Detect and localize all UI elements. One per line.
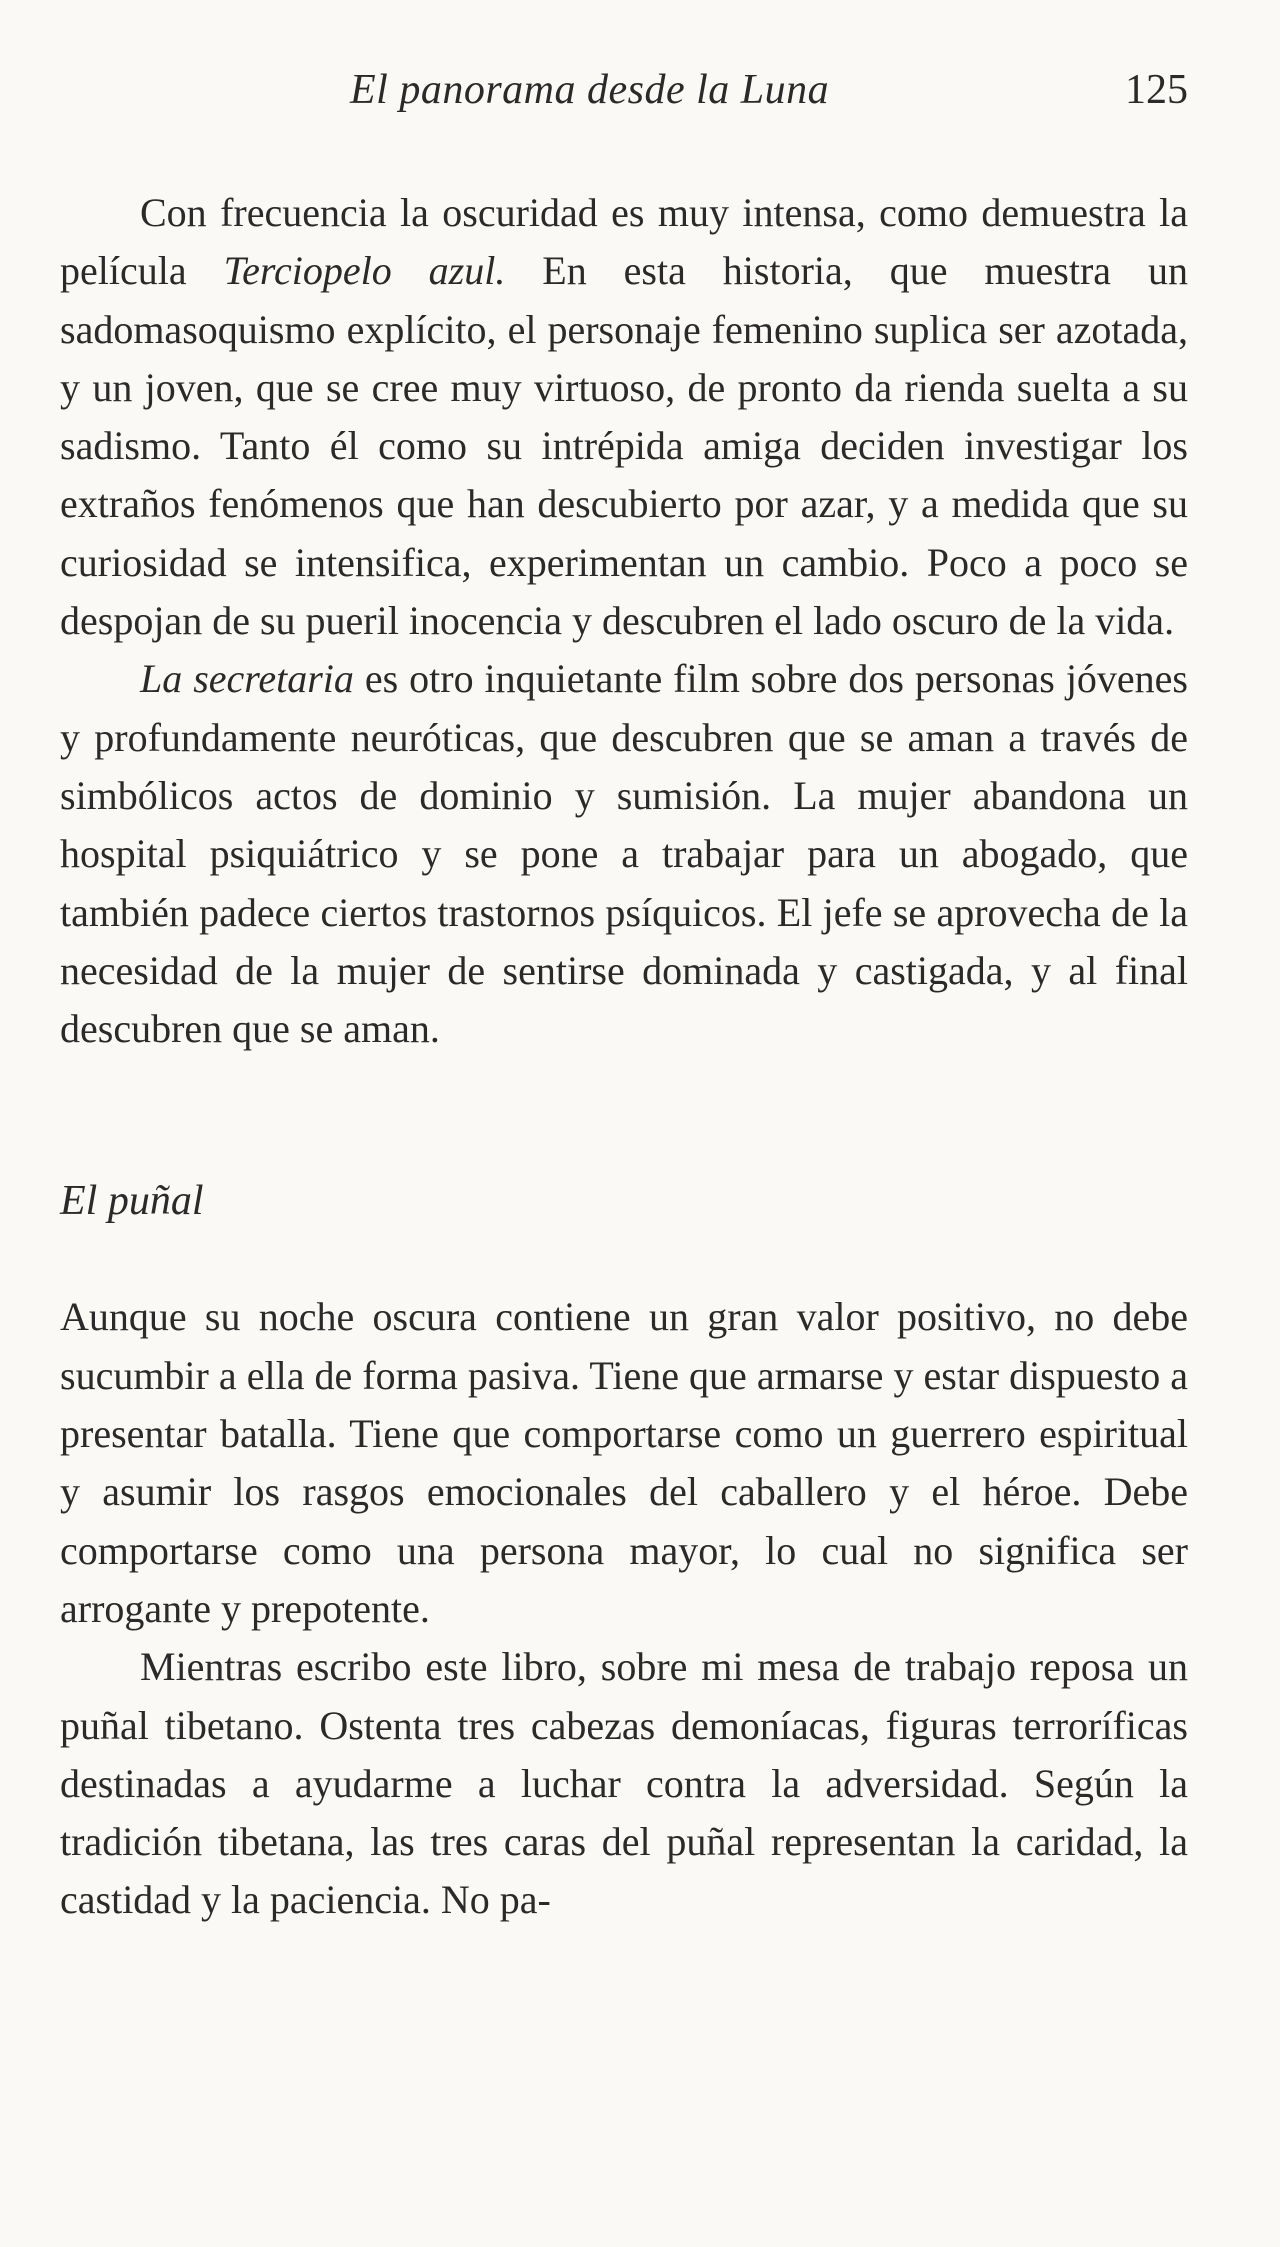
film-title-la-secretaria: La secretaria [140,656,354,702]
paragraph-text: Con frecuencia la oscuridad es muy intensa, como demuestra la película [60,190,1188,294]
paragraph-punal-tibetano: Mientras escribo este libro, sobre mi mesa de trabajo reposa un puñal tibetano. Ostenta tres cabezas demoníacas, figuras terroríficas destinadas a ayudarme a luchar contra la adversidad. Según la tradición tibetana, las tres caras del puñal representan la caridad, la castidad y la paciencia. No pa- [60,1644,1188,1923]
page-number: 125 [1125,67,1188,113]
running-title: El panorama desde la Luna [350,67,830,113]
section-heading: El puñal [60,1178,204,1225]
paragraph-text: es otro inquietante film sobre dos personas jóvenes y profundamente neuróticas, que descubren que se aman a través de simbólicos actos de dominio y sumisión. La mujer abandona un hospital psiquiátrico y se pone a trabajar para un abogado, que también padece ciertos trastornos psíquicos. El jefe se aprovecha de la necesidad de la mujer de sentirse dominada y castigada, y al final descubren que se aman. [60,656,1189,1052]
body-text [60,184,1188,1930]
film-title-terciopelo-azul: Terciopelo azul. [223,248,506,294]
book-page [60,0,1188,2247]
paragraph-text: En esta historia, que muestra un sadomasoquismo explícito, el personaje femenino suplica ser azotada, y un joven, que se cree muy virtuoso, de pronto da rienda suelta a su sadismo. Tanto él como su intrépida amiga deciden investigar los extraños fenómenos que han descubierto por azar, y a medida que su curiosidad se intensifica, experimentan un cambio. Poco a poco se despojan de su pueril inocencia y descubren el lado oscuro de la vida. [60,248,1189,644]
running-head [60,66,1188,126]
paragraph-noche-oscura: Aunque su noche oscura contiene un gran valor positivo, no debe sucumbir a ella de forma pasiva. Tiene que armarse y estar dispuesto a presentar batalla. Tiene que comportarse como un guerrero espiritual y asumir los rasgos emocionales del caballero y el héroe. Debe comportarse como una persona mayor, lo cual no significa ser arrogante y prepotente. [60,1294,1188,1631]
paragraph-la-secretaria [60,650,1188,1058]
paragraph-terciopelo-azul [60,184,1188,650]
